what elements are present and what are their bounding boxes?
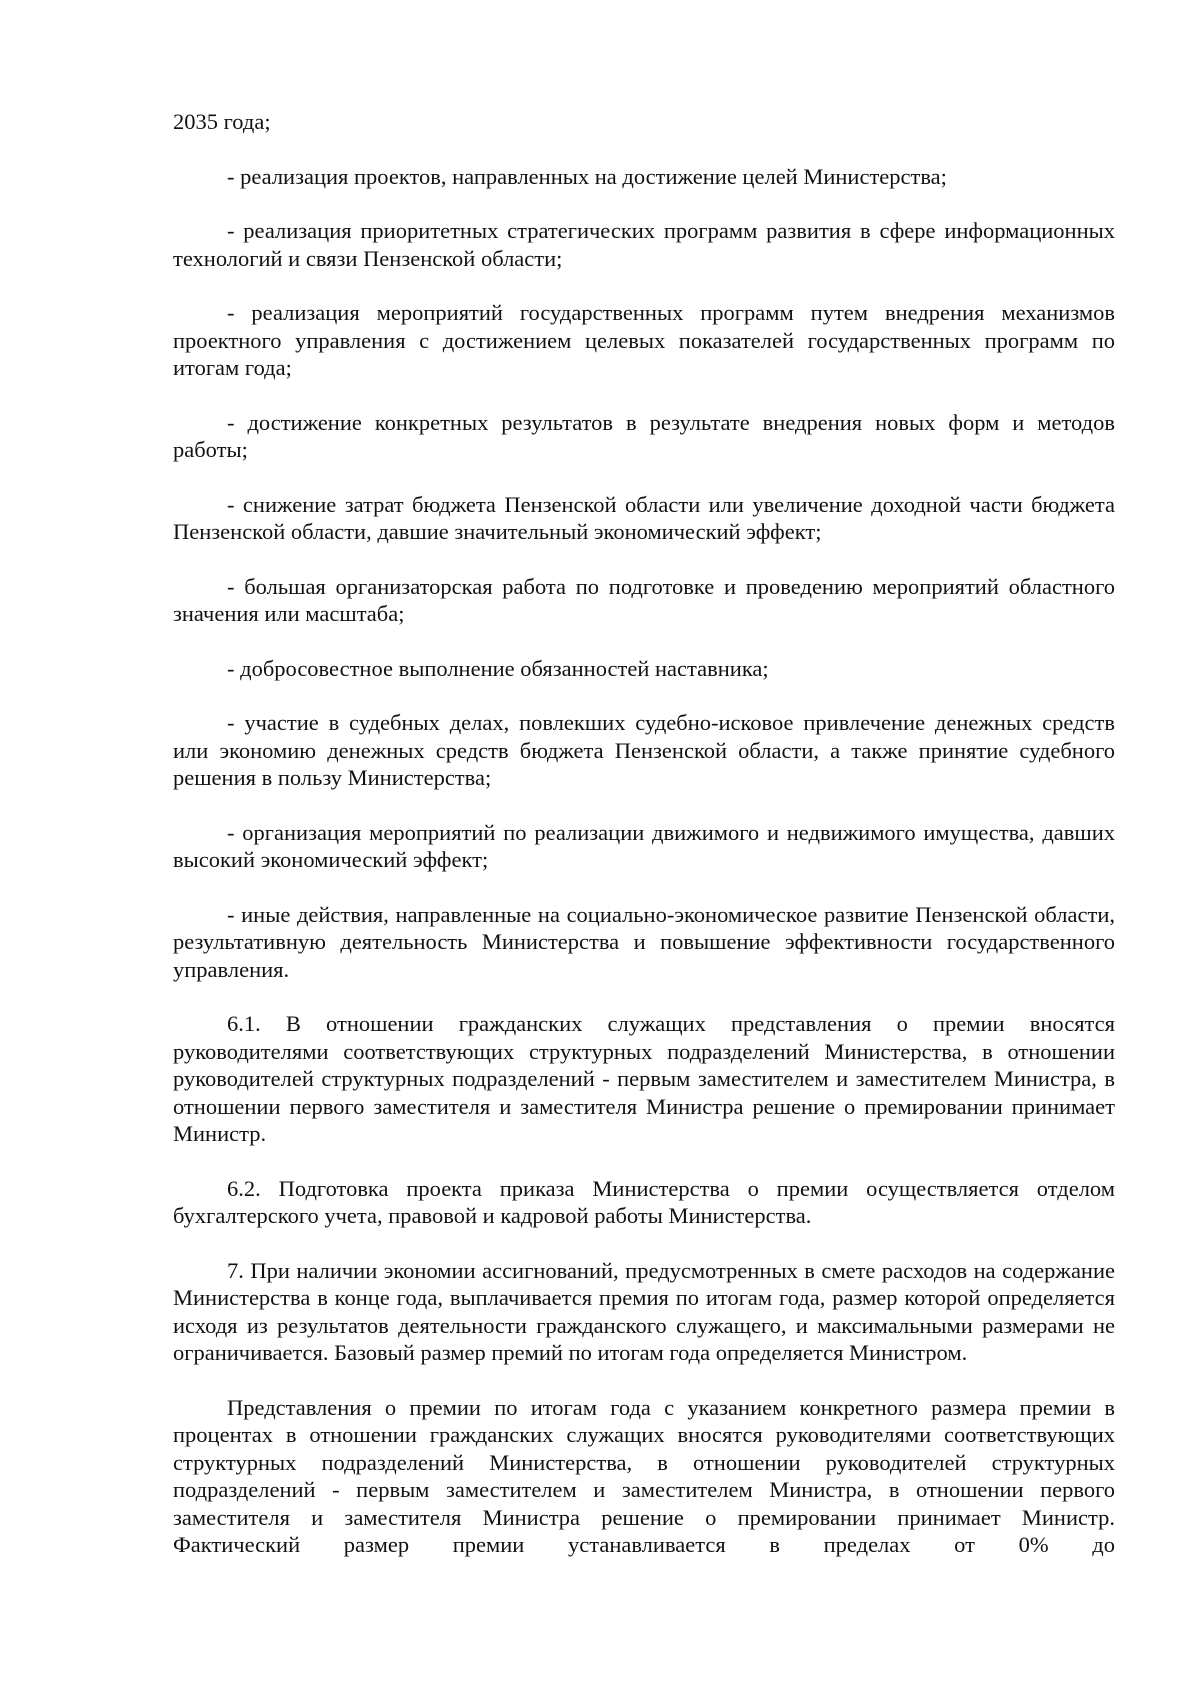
- list-item-mentoring: - добросовестное выполнение обязанностей наставника;: [227, 655, 769, 681]
- list-item-priority-programs: - реализация приоритетных стратегических программ развития в сфере информационных технологий и связи Пензенской области;: [173, 218, 1115, 271]
- clause-7-submission: Представления о премии по итогам года с указанием конкретного размера премии в процентах в отношении гражданских служащих вносятся руководителями соответствующих структурных подразделений Министерства, в отношении руководителей структурных подразделений - первым заместителем и заместителем Министра, в отношении первого заместителя и заместителя Министра решение о премировании принимает Министр. Фактический размер премии устанавливается в пределах от 0% до: [173, 1394, 1115, 1557]
- list-item-projects: - реализация проектов, направленных на достижение целей Министерства;: [227, 163, 947, 189]
- paragraph-continuation: 2035 года;: [173, 109, 271, 134]
- list-item-organizational-work: - большая организаторская работа по подготовке и проведению мероприятий областного значения или масштаба;: [173, 573, 1115, 626]
- clause-7: 7. При наличии экономии ассигнований, предусмотренных в смете расходов на содержание Министерства в конце года, выплачивается премия по итогам года, размер которой определяется исходя из результатов деятельности гражданского служащего, и максимальными размерами не ограничивается. Базовый размер премий по итогам года определяется Министром.: [173, 1257, 1115, 1365]
- list-item-state-programs: - реализация мероприятий государственных программ путем внедрения механизмов проектного управления с достижением целевых показателей государственных программ по итогам года;: [173, 300, 1115, 380]
- clause-6-1: 6.1. В отношении гражданских служащих представления о премии вносятся руководителями соответствующих структурных подразделений Министерства, в отношении руководителей структурных подразделений - первым заместителем и заместителем Министра, в отношении первого заместителя и заместителя Министра решение о премировании принимает Министр.: [173, 1011, 1115, 1146]
- clause-6-2: 6.2. Подготовка проекта приказа Министерства о премии осуществляется отделом бухгалтерского учета, правовой и кадровой работы Министерства.: [173, 1175, 1115, 1228]
- list-item-other-actions: - иные действия, направленные на социально-экономическое развитие Пензенской области, результативную деятельность Министерства и повышение эффективности государственного управления.: [173, 901, 1115, 982]
- list-item-budget-savings: - снижение затрат бюджета Пензенской области или увеличение доходной части бюджета Пензенской области, давшие значительный экономический эффект;: [173, 491, 1115, 544]
- document-page: [173, 108, 1115, 1559]
- list-item-court-cases: - участие в судебных делах, повлекших судебно-исковое привлечение денежных средств или экономию денежных средств бюджета Пензенской области, а также принятие судебного решения в пользу Министерства;: [173, 710, 1115, 790]
- list-item-new-methods: - достижение конкретных результатов в результате внедрения новых форм и методов работы;: [173, 409, 1115, 462]
- list-item-property-sales: - организация мероприятий по реализации движимого и недвижимого имущества, давших высокий экономический эффект;: [173, 819, 1115, 872]
